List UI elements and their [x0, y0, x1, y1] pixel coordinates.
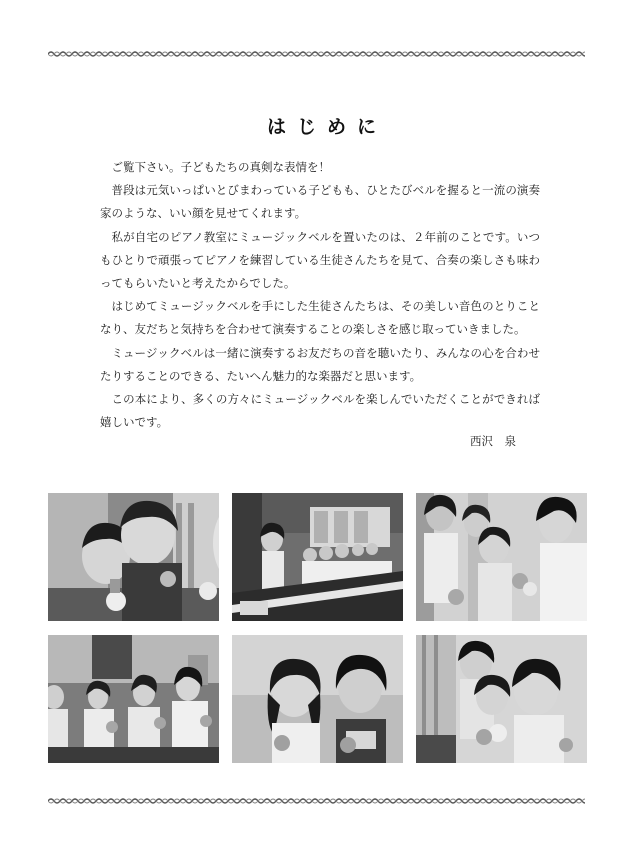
top-decorative-border [48, 49, 585, 59]
photo-two-girls-with-bells [232, 635, 403, 763]
paragraph: 普段は元気いっぱいとびまわっている子どもも、ひとたびベルを握ると一流の演奏家のような、いい顔を見せてくれます。 [100, 183, 540, 221]
photo-children-playing-bells-closeup [48, 493, 219, 621]
paragraph: ご覧下さい。子どもたちの真剣な表情を！ [111, 160, 330, 174]
paragraph: この本により、多くの方々にミュージックベルを楽しんでいただくことができれば嬉しいです。 [100, 392, 540, 430]
photo-boy-and-girls-with-bells [416, 635, 587, 763]
intro-text [100, 156, 540, 434]
paragraph: 私が自宅のピアノ教室にミュージックベルを置いたのは、２年前のことです。いつもひとりで頑張ってピアノを練習している生徒さんたちを見て、合奏の楽しさも味わってもらいたいと考えたからでした。 [100, 229, 540, 291]
photo-girls-holding-bells [48, 635, 219, 763]
bottom-decorative-border [48, 796, 585, 806]
photo-children-with-bells-standing [416, 493, 587, 621]
author-signature: 西沢 泉 [470, 434, 516, 448]
paragraph: はじめてミュージックベルを手にした生徒さんたちは、その美しい音色のとりことなり、友だちと気持ちを合わせて演奏することの楽しさを感じ取っていきました。 [100, 299, 540, 337]
photo-children-at-bell-table [232, 493, 403, 621]
page-title: はじめに [266, 115, 387, 138]
paragraph: ミュージックベルは一緒に演奏するお友だちの音を聴いたり、みんなの心を合わせたりすることのできる、たいへん魅力的な楽器だと思います。 [100, 345, 540, 383]
